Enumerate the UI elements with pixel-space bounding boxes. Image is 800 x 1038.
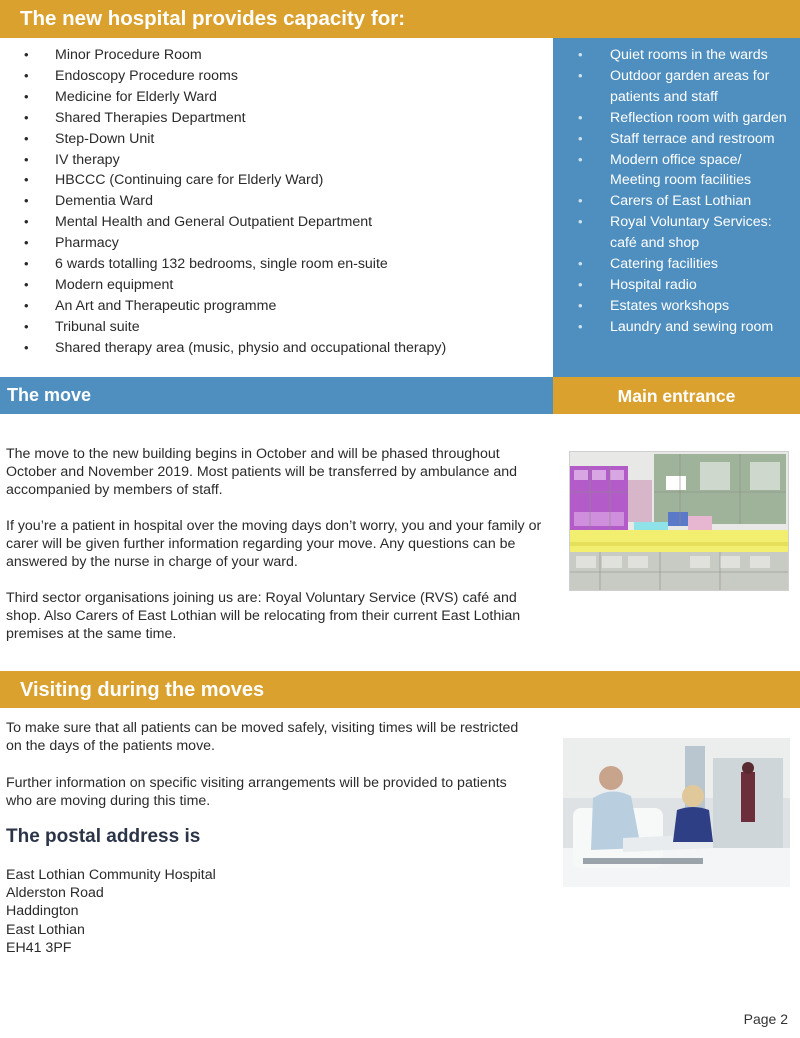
address-line: Alderston Road bbox=[6, 885, 104, 902]
address-line: Haddington bbox=[6, 903, 79, 920]
postal-address-title: The postal address is bbox=[6, 826, 201, 847]
list-item: • Staff terrace and restroom bbox=[553, 129, 800, 150]
list-item: • An Art and Therapeutic programme bbox=[0, 296, 446, 317]
list-item: • Estates workshops bbox=[553, 296, 800, 317]
capacity-right-list bbox=[553, 45, 800, 338]
list-item: • Laundry and sewing room bbox=[553, 317, 800, 338]
move-heading: The move bbox=[0, 377, 553, 414]
capacity-left-list bbox=[0, 45, 446, 359]
list-item: • HBCCC (Continuing care for Elderly Ward) bbox=[0, 170, 446, 191]
floor-plan-drawing bbox=[570, 452, 788, 590]
page-number: Page 2 bbox=[743, 1011, 788, 1027]
list-item: • Mental Health and General Outpatient Department bbox=[0, 212, 446, 233]
floor-plan-image bbox=[569, 451, 789, 591]
list-item: • Dementia Ward bbox=[0, 191, 446, 212]
list-item: • Shared therapy area (music, physio and occupational therapy) bbox=[0, 338, 446, 359]
list-item: • Pharmacy bbox=[0, 233, 446, 254]
list-item: • Modern office space/ Meeting room facilities bbox=[553, 150, 800, 192]
capacity-right-list-panel bbox=[553, 38, 800, 377]
list-item: • Hospital radio bbox=[553, 275, 800, 296]
list-item: • Reflection room with garden bbox=[553, 108, 800, 129]
hospital-ward-photo bbox=[563, 738, 790, 887]
address-line: East Lothian bbox=[6, 921, 85, 938]
list-item: • Tribunal suite bbox=[0, 317, 446, 338]
main-entrance-heading: Main entrance bbox=[553, 377, 800, 414]
list-item: • Catering facilities bbox=[553, 254, 800, 275]
list-item: • Modern equipment bbox=[0, 275, 446, 296]
list-item: • Minor Procedure Room bbox=[0, 45, 446, 66]
list-item: • Endoscopy Procedure rooms bbox=[0, 66, 446, 87]
list-item: • Royal Voluntary Services: café and shop bbox=[553, 212, 800, 254]
move-paragraph-3: Third sector organisations joining us are: Royal Voluntary Service (RVS) café and shop. Also Carers of East Lothian will be relocating from their current East Lothian premises at the same time. bbox=[6, 590, 521, 643]
list-item: • 6 wards totalling 132 bedrooms, single room en-suite bbox=[0, 254, 446, 275]
list-item: • IV therapy bbox=[0, 150, 446, 171]
visiting-paragraph-2: Further information on specific visiting arrangements will be provided to patients who are moving during this time. bbox=[6, 775, 507, 810]
postal-address bbox=[6, 866, 216, 957]
list-item: • Step-Down Unit bbox=[0, 129, 446, 150]
visiting-paragraph-1: To make sure that all patients can be moved safely, visiting times will be restricted on the days of the patients move. bbox=[6, 720, 519, 755]
list-item: • Shared Therapies Department bbox=[0, 108, 446, 129]
list-item: • Outdoor garden areas for patients and staff bbox=[553, 66, 800, 108]
visiting-heading: Visiting during the moves bbox=[0, 671, 800, 708]
list-item: • Quiet rooms in the wards bbox=[553, 45, 800, 66]
address-line: EH41 3PF bbox=[6, 939, 72, 956]
list-item: • Carers of East Lothian bbox=[553, 191, 800, 212]
move-paragraph-2: If you’re a patient in hospital over the moving days don’t worry, you and your family or carer will be given further information regarding your move. Any questions can be answered by the nurse in charge of your ward. bbox=[6, 518, 542, 571]
address-line: East Lothian Community Hospital bbox=[6, 867, 216, 883]
capacity-heading: The new hospital provides capacity for: bbox=[0, 0, 800, 38]
capacity-left-list-panel bbox=[0, 38, 553, 377]
move-paragraph-1: The move to the new building begins in October and will be phased throughout October and November 2019. Most patients will be transferred by ambulance and accompanied by members of staff. bbox=[6, 446, 518, 499]
ward-photo-drawing bbox=[563, 738, 790, 887]
list-item: • Medicine for Elderly Ward bbox=[0, 87, 446, 108]
